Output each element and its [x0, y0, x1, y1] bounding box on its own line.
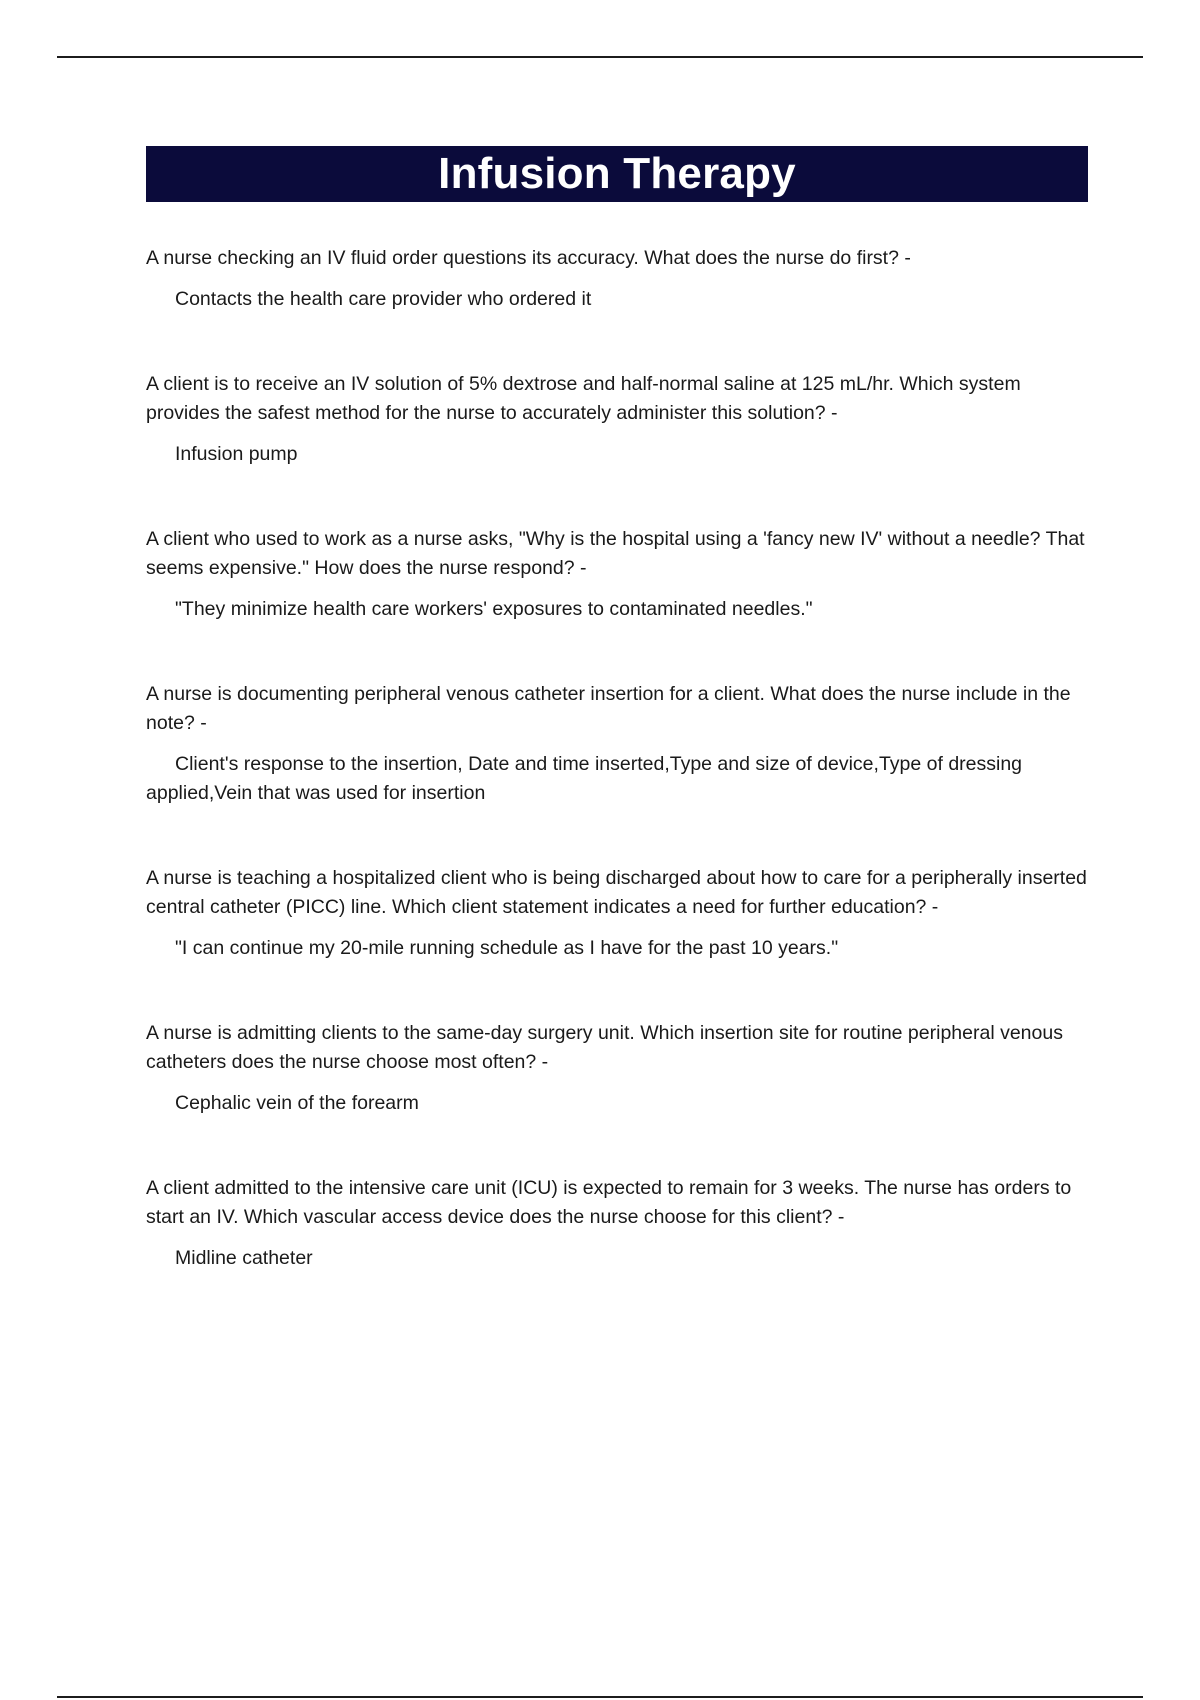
title-banner	[146, 146, 1088, 202]
qa-list	[146, 244, 1090, 1273]
qa-item-7	[146, 1174, 1090, 1273]
question-text: A nurse is teaching a hospitalized client who is being discharged about how to care for a peripherally inserted central catheter (PICC) line. Which client statement indicates a need for further education? -	[146, 867, 1087, 918]
top-divider	[57, 56, 1143, 58]
qa-item-6	[146, 1019, 1090, 1118]
answer-text: Midline catheter	[175, 1247, 313, 1269]
bottom-divider	[57, 1696, 1143, 1698]
answer-text: "I can continue my 20-mile running schedule as I have for the past 10 years."	[175, 937, 839, 959]
qa-item-4	[146, 680, 1090, 808]
answer-text: "They minimize health care workers' exposures to contaminated needles."	[175, 598, 813, 620]
question-text: A client who used to work as a nurse asks, "Why is the hospital using a 'fancy new IV' without a needle? That seems expensive." How does the nurse respond? -	[146, 528, 1085, 579]
answer-text: Client's response to the insertion, Date and time inserted,Type and size of device,Type of dressing applied,Vein that was used for insertion	[146, 753, 1023, 804]
answer-text: Contacts the health care provider who ordered it	[175, 288, 592, 310]
question-text: A client is to receive an IV solution of 5% dextrose and half-normal saline at 125 mL/hr. Which system provides the safest method for the nurse to accurately administer this solution? -	[146, 373, 1021, 424]
qa-item-1	[146, 244, 1090, 314]
question-text: A nurse is documenting peripheral venous catheter insertion for a client. What does the nurse include in the note? -	[146, 683, 1071, 734]
question-text: A nurse is admitting clients to the same-day surgery unit. Which insertion site for routine peripheral venous catheters does the nurse choose most often? -	[146, 1022, 1063, 1073]
answer-text: Infusion pump	[175, 443, 298, 465]
question-text: A client admitted to the intensive care unit (ICU) is expected to remain for 3 weeks. The nurse has orders to start an IV. Which vascular access device does the nurse choose for this client? -	[146, 1177, 1072, 1228]
document-title: Infusion Therapy	[438, 149, 796, 198]
qa-item-3	[146, 525, 1090, 624]
question-text: A nurse checking an IV fluid order questions its accuracy. What does the nurse do first? -	[146, 247, 911, 269]
answer-text: Cephalic vein of the forearm	[175, 1092, 419, 1114]
qa-item-2	[146, 370, 1090, 469]
qa-item-5	[146, 864, 1090, 963]
